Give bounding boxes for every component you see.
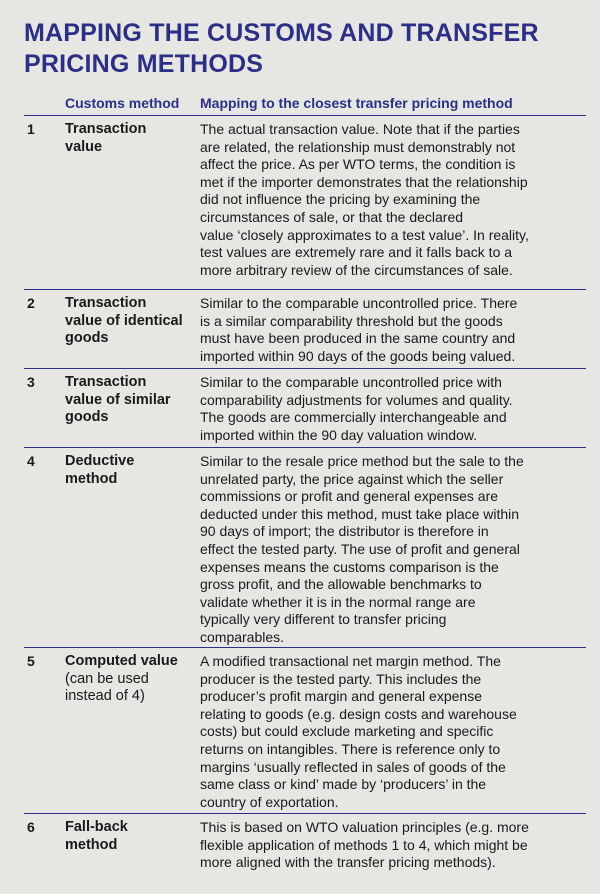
row-number: 5 [27, 653, 35, 669]
table-row [24, 369, 586, 448]
panel-title [24, 18, 586, 80]
mapping-line: Similar to the resale price method but the sale to the [200, 453, 524, 469]
mapping-line: expenses means the customs comparison is the [200, 558, 499, 575]
method-note-line: (can be used [65, 670, 149, 687]
mapping-line: effect the tested party. The use of profit and general [200, 540, 520, 557]
row-number: 2 [27, 295, 35, 311]
mapping-line: The actual transaction value. Note that if the parties [200, 121, 520, 137]
mapping-line: commissions or profit and general expenses are [200, 488, 499, 505]
mapping-line: is a similar comparability threshold but the goods [200, 312, 503, 329]
mapping-line: Similar to the comparable uncontrolled price. There [200, 295, 518, 311]
mapping-line: more arbitrary review of the circumstances of sale. [200, 261, 513, 278]
mapping-line: comparables. [200, 628, 285, 645]
mapping-line: producer’s profit margin and general expense [200, 688, 482, 705]
row-customs-method [65, 819, 200, 884]
mapping-line: country of exportation. [200, 793, 339, 810]
mapping-line: flexible application of methods 1 to 4, which might be [200, 836, 528, 853]
mapping-line: The goods are commercially interchangeable and [200, 409, 507, 426]
row-mapping [200, 819, 586, 884]
row-customs-method [65, 374, 200, 447]
mapping-line: are related, the relationship must demonstrably not [200, 138, 516, 155]
mapping-line: test values are extremely rare and it falls back to a [200, 244, 513, 261]
mapping-line: circumstances of sale, or that the declared [200, 208, 464, 225]
title-line-2: PRICING METHODS [24, 50, 264, 78]
mapping-line: imported within 90 days of the goods being valued. [200, 347, 516, 364]
method-line: goods [65, 330, 109, 347]
method-note-line: instead of 4) [65, 688, 145, 705]
mapping-line: same class or kind’ made by ‘producers’ in the [200, 776, 487, 793]
row-mapping [200, 374, 586, 447]
row-customs-method [65, 453, 200, 647]
row-mapping [200, 121, 586, 289]
header-mapping: Mapping to the closest transfer pricing method [200, 95, 513, 111]
row-customs-method [65, 653, 200, 813]
mapping-line: typically very different to transfer pricing [200, 611, 447, 628]
row-number: 4 [27, 453, 35, 469]
mapping-line: comparability adjustments for volumes and quality. [200, 391, 513, 408]
mapping-line: imported within the 90 day valuation window. [200, 426, 478, 443]
row-number: 3 [27, 374, 35, 390]
mapping-line: margins ‘usually reflected in sales of goods of the [200, 758, 506, 775]
mapping-line: unrelated party, the price against which the seller [200, 470, 504, 487]
method-line: value of similar [65, 391, 171, 408]
row-customs-method [65, 295, 200, 368]
mapping-line: did not influence the pricing by examining the [200, 191, 481, 208]
row-mapping [200, 453, 586, 647]
header-customs-method: Customs method [65, 95, 180, 111]
mapping-line: validate whether it is in the normal range are [200, 593, 476, 610]
table-row [24, 648, 586, 814]
mapping-line: relating to goods (e.g. design costs and warehouse [200, 705, 517, 722]
mapping-line: more aligned with the transfer pricing methods). [200, 854, 496, 871]
mapping-line: 90 days of import; the distributor is therefore in [200, 523, 489, 540]
mapping-line: must have been produced in the same country and [200, 330, 516, 347]
method-line: value of identical [65, 312, 183, 329]
table-row [24, 290, 586, 369]
mapping-line: This is based on WTO valuation principles (e.g. more [200, 819, 529, 835]
method-line: goods [65, 409, 109, 426]
mapping-line: deducted under this method, must take place within [200, 505, 520, 522]
row-customs-method [65, 121, 200, 289]
mapping-line: gross profit, and the allowable benchmarks to [200, 576, 482, 593]
row-mapping [200, 295, 586, 368]
table-header [24, 94, 586, 116]
method-line: Fall-back [65, 819, 128, 835]
mapping-line: A modified transactional net margin method. The [200, 653, 501, 669]
method-line: method [65, 836, 118, 853]
mapping-line: value ‘closely approximates to a test value’. In reality, [200, 226, 529, 243]
title-line-1: MAPPING THE CUSTOMS AND TRANSFER [24, 19, 539, 47]
method-line: Deductive [65, 453, 135, 469]
method-line: method [65, 470, 118, 487]
method-line: value [65, 138, 103, 155]
row-number: 1 [27, 121, 35, 137]
row-number: 6 [27, 819, 35, 835]
table-row [24, 448, 586, 648]
mapping-line: met if the importer demonstrates that the relationship [200, 173, 528, 190]
mapping-line: costs) but could exclude marketing and specific [200, 723, 494, 740]
row-mapping [200, 653, 586, 813]
method-line: Transaction [65, 374, 147, 390]
mapping-line: affect the price. As per WTO terms, the condition is [200, 156, 516, 173]
methods-table [24, 116, 586, 884]
header-number [24, 94, 65, 112]
method-line: Computed value [65, 653, 178, 669]
method-line: Transaction [65, 121, 147, 137]
mapping-line: returns on intangibles. There is reference only to [200, 740, 501, 757]
table-row [24, 116, 586, 290]
method-line: Transaction [65, 295, 147, 311]
mapping-line: producer is the tested party. This includes the [200, 670, 482, 687]
mapping-line: Similar to the comparable uncontrolled price with [200, 374, 502, 390]
table-row [24, 814, 586, 884]
